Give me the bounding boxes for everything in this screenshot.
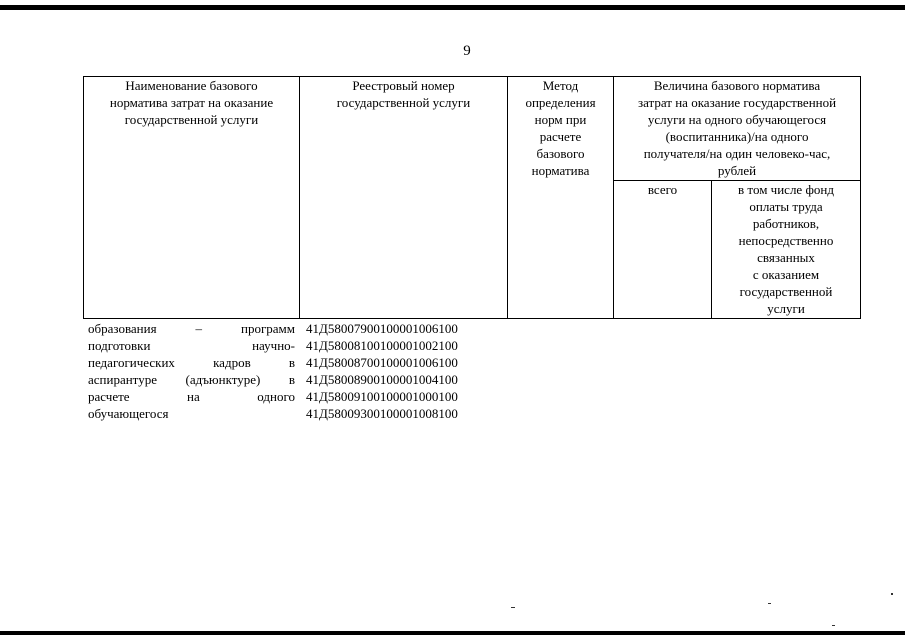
scan-speck bbox=[768, 603, 771, 604]
registry-number: 41Д58009100100001000100 bbox=[306, 389, 458, 404]
name-word: кадров bbox=[213, 355, 251, 370]
registry-number: 41Д58007900100001006100 bbox=[306, 321, 458, 336]
header-name-column: Наименование базового норматива затрат на оказание государственной услуги bbox=[84, 77, 300, 319]
name-word: в bbox=[288, 355, 295, 370]
name-word: образования bbox=[88, 321, 157, 336]
name-line bbox=[88, 371, 295, 388]
scan-speck bbox=[891, 593, 893, 595]
bottom-rule bbox=[0, 631, 905, 635]
header-method-column: Метод определения норм при расчете базового норматива bbox=[508, 77, 614, 319]
name-word: научно- bbox=[252, 338, 295, 353]
registry-number: 41Д58008900100001004100 bbox=[306, 372, 458, 387]
name-word: на bbox=[187, 389, 200, 404]
norm-table-header bbox=[83, 76, 861, 319]
header-norm-value-column: Величина базового норматива затрат на оказание государственной услуги на одного обучающегося (воспитанника)/на одного получателя/на один человеко-час, рублей bbox=[614, 77, 861, 181]
page-number: 9 bbox=[463, 43, 471, 59]
service-name-cell bbox=[88, 320, 295, 422]
name-line bbox=[88, 405, 295, 422]
scan-speck bbox=[832, 625, 835, 626]
name-word: аспирантуре bbox=[88, 372, 157, 387]
name-line bbox=[88, 388, 295, 405]
scan-speck bbox=[511, 607, 515, 608]
registry-number: 41Д58009300100001008100 bbox=[306, 406, 458, 421]
name-line bbox=[88, 320, 295, 337]
name-word: одного bbox=[257, 389, 295, 404]
header-payroll-column: в том числе фонд оплаты труда работников, непосредственно связанных с оказанием государственной услуги bbox=[712, 181, 861, 319]
name-word: подготовки bbox=[88, 338, 151, 353]
header-registry-number-column: Реестровый номер государственной услуги bbox=[300, 77, 508, 319]
name-word: программ bbox=[240, 321, 295, 336]
name-word: – bbox=[195, 321, 203, 336]
name-word: в bbox=[288, 372, 295, 387]
registry-number-cell bbox=[306, 320, 506, 422]
name-line bbox=[88, 337, 295, 354]
name-word: педагогических bbox=[88, 355, 175, 370]
top-rule bbox=[0, 5, 905, 10]
header-total-column: всего bbox=[614, 181, 712, 319]
name-word: расчете bbox=[88, 389, 130, 404]
name-word: (адъюнктуре) bbox=[185, 372, 261, 387]
registry-number: 41Д58008100100001002100 bbox=[306, 338, 458, 353]
name-word: обучающегося bbox=[88, 406, 169, 421]
name-line bbox=[88, 354, 295, 371]
registry-number: 41Д58008700100001006100 bbox=[306, 355, 458, 370]
